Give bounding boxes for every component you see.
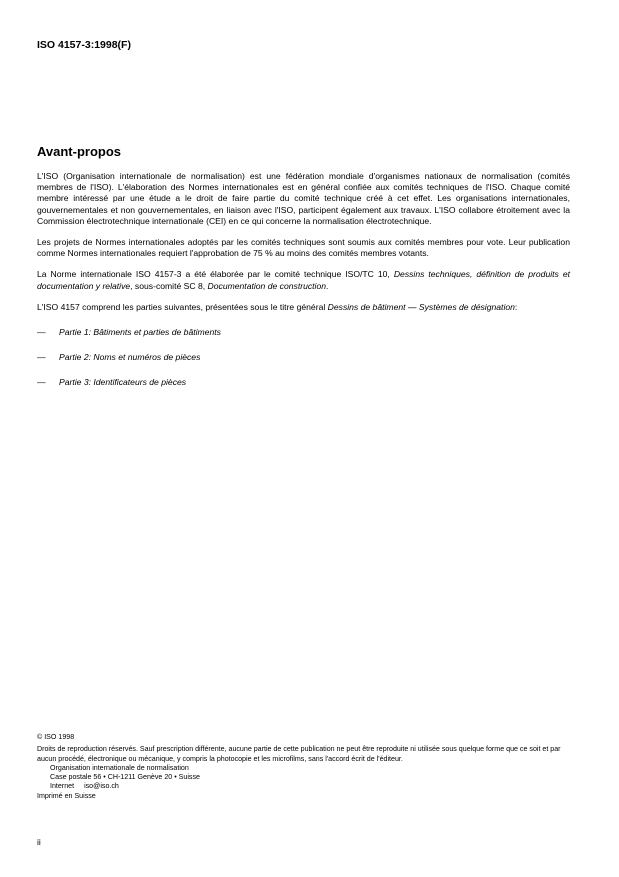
postal-address: Case postale 56 • CH-1211 Genève 20 • Suisse	[50, 773, 200, 782]
list-item-text: Partie 1: Bâtiments et parties de bâtiments	[59, 327, 221, 338]
foreword-paragraph-3	[37, 269, 570, 291]
internet-contact	[37, 782, 577, 791]
copyright-line: © ISO 1998	[37, 733, 75, 741]
foreword-paragraph-4	[37, 302, 570, 313]
page-number: ii	[37, 837, 41, 847]
list-item-text: Partie 3: Identificateurs de pièces	[59, 377, 187, 388]
list-item	[37, 327, 570, 338]
p3-italic-2: Documentation de construction	[207, 280, 327, 291]
document-identifier: ISO 4157-3:1998(F)	[37, 39, 131, 51]
list-dash: —	[37, 327, 46, 338]
p3-text-3: .	[326, 280, 329, 291]
p4-text-1: L'ISO 4157 comprend les parties suivantes, présentées sous le titre général	[37, 301, 326, 312]
list-dash: —	[37, 377, 46, 388]
list-item	[37, 377, 570, 388]
foreword-paragraph-2: Les projets de Normes internationales adoptés par les comités techniques sont soumis aux comités membres pour vote. Leur publication comme Normes internationales requiert l'approbation de 75 % au moins des comités membres votants.	[37, 237, 570, 259]
p3-text-2: , sous-comité SC 8,	[130, 280, 206, 291]
internet-email: iso@iso.ch	[84, 782, 119, 791]
printed-in: Imprimé en Suisse	[37, 791, 96, 800]
p4-text-2: :	[514, 301, 518, 312]
p3-italic-1: Dessins techniques, définition de produits et documentation y relative	[37, 269, 570, 291]
p3-text-1: La Norme internationale ISO 4157-3 a été élaborée par le comité technique ISO/TC 10,	[37, 269, 390, 280]
list-item-text: Partie 2: Noms et numéros de pièces	[59, 352, 201, 363]
rights-statement: Droits de reproduction réservés. Sauf prescription différente, aucune partie de cette publication ne peut être reproduite ni utilisée sous quelque forme que ce soit et par aucun procédé, électronique ou mécanique, y compris la photocopie et les microfilms, sans l'accord écrit de l'éditeur.	[37, 745, 561, 763]
foreword-title: Avant-propos	[37, 144, 122, 159]
list-item	[37, 352, 570, 363]
p4-italic-1: Dessins de bâtiment — Systèmes de désignation	[327, 301, 515, 312]
foreword-paragraph-1: L'ISO (Organisation internationale de normalisation) est une fédération mondiale d'organismes nationaux de normalisation (comités membres de l'ISO). L'élaboration des Normes internationales est en général confiée aux comités techniques de l'ISO. Chaque comité membre intéressé par une étude a le droit de faire partie du comité technique créé à cet effet. Les organisations internationales, gouvernementales et non gouvernementales, en liaison avec l'ISO, participent également aux travaux. L'ISO collabore étroitement avec la Commission électrotechnique internationale (CEI) en ce qui concerne la normalisation électrotechnique.	[37, 171, 570, 226]
list-dash: —	[37, 352, 46, 363]
foreword-section	[37, 144, 570, 402]
internet-label: Internet	[50, 782, 75, 791]
copyright-footer	[37, 733, 577, 801]
organization-name: Organisation internationale de normalisation	[50, 763, 189, 772]
